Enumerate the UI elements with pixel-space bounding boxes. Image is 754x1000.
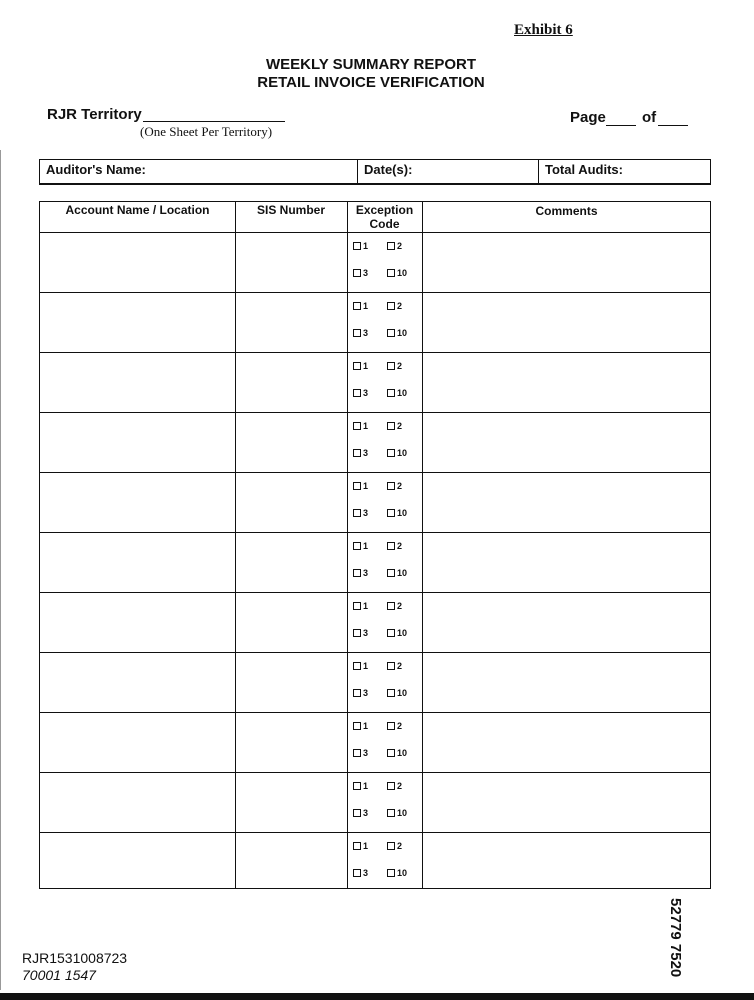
checkbox-square-icon	[387, 809, 395, 817]
exception-checkbox-row	[353, 508, 417, 518]
row-divider	[40, 772, 710, 773]
exception-code-1-checkbox[interactable]	[353, 601, 387, 611]
exception-checkbox-row	[353, 748, 417, 758]
audit-table	[39, 201, 711, 889]
exception-code-label: 10	[397, 508, 408, 518]
exception-code-label: 10	[397, 448, 408, 458]
report-title: WEEKLY SUMMARY REPORT	[265, 56, 477, 73]
side-reference-number: 52779 7520	[667, 898, 684, 978]
checkbox-square-icon	[353, 782, 361, 790]
exception-code-10-checkbox[interactable]	[387, 568, 417, 578]
scan-edge	[0, 150, 1, 990]
checkbox-square-icon	[353, 302, 361, 310]
exception-checkbox-row	[353, 781, 417, 791]
checkbox-square-icon	[387, 869, 395, 877]
exception-checkbox-row	[353, 481, 417, 491]
exception-code-label: 10	[397, 388, 408, 398]
exception-code-label: 3	[363, 508, 369, 518]
exception-code-label: 1	[363, 841, 369, 851]
exception-checkbox-row	[353, 688, 417, 698]
checkbox-square-icon	[387, 482, 395, 490]
exception-code-10-checkbox[interactable]	[387, 868, 417, 878]
exception-checkbox-row	[353, 841, 417, 851]
exception-checkbox-row	[353, 808, 417, 818]
exception-code-label: 3	[363, 688, 369, 698]
exception-code-label: 10	[397, 568, 408, 578]
exception-code-2-checkbox[interactable]	[387, 781, 417, 791]
exception-code-label: 2	[397, 601, 403, 611]
exception-code-label: 2	[397, 721, 403, 731]
exception-code-3-checkbox[interactable]	[353, 328, 387, 338]
exception-code-label: 2	[397, 241, 403, 251]
checkbox-square-icon	[353, 722, 361, 730]
checkbox-square-icon	[387, 389, 395, 397]
exception-code-2-checkbox[interactable]	[387, 481, 417, 491]
row-divider	[40, 292, 710, 293]
column-divider	[235, 202, 236, 888]
checkbox-square-icon	[387, 422, 395, 430]
row-divider	[40, 652, 710, 653]
exception-checkbox-row	[353, 268, 417, 278]
exception-code-label: 3	[363, 268, 369, 278]
footer-batch-id: 70001 1547	[22, 967, 96, 983]
exception-code-label: 2	[397, 841, 403, 851]
exception-checkbox-row	[353, 301, 417, 311]
exception-code-label: 3	[363, 808, 369, 818]
exception-code-label: 1	[363, 541, 369, 551]
dates-field[interactable]	[358, 160, 539, 183]
exception-checkbox-row	[353, 568, 417, 578]
exception-checkbox-row	[353, 721, 417, 731]
exception-code-1-checkbox[interactable]	[353, 481, 387, 491]
exception-code-label: 2	[397, 541, 403, 551]
footer-document-id: RJR1531008723	[22, 950, 128, 966]
exception-code-label: 2	[397, 361, 403, 371]
checkbox-square-icon	[387, 782, 395, 790]
exception-code-1-checkbox[interactable]	[353, 421, 387, 431]
checkbox-square-icon	[387, 329, 395, 337]
exception-code-1-checkbox[interactable]	[353, 721, 387, 731]
checkbox-square-icon	[387, 722, 395, 730]
checkbox-square-icon	[387, 842, 395, 850]
exception-code-3-checkbox[interactable]	[353, 748, 387, 758]
exception-checkbox-row	[353, 628, 417, 638]
exception-checkbox-row	[353, 661, 417, 671]
exception-code-10-checkbox[interactable]	[387, 448, 417, 458]
exception-code-1-checkbox[interactable]	[353, 241, 387, 251]
exception-code-label: 10	[397, 748, 408, 758]
exception-checkbox-row	[353, 601, 417, 611]
exception-code-2-checkbox[interactable]	[387, 421, 417, 431]
exception-code-label: 3	[363, 628, 369, 638]
exception-checkbox-row	[353, 241, 417, 251]
total-audits-field[interactable]	[539, 160, 711, 183]
exception-code-2-checkbox[interactable]	[387, 841, 417, 851]
exception-code-label: 10	[397, 628, 408, 638]
territory-field[interactable]	[143, 121, 285, 122]
exception-code-label: 2	[397, 781, 403, 791]
exception-code-3-checkbox[interactable]	[353, 268, 387, 278]
exception-code-2-checkbox[interactable]	[387, 301, 417, 311]
exception-code-10-checkbox[interactable]	[387, 748, 417, 758]
exception-code-label: 1	[363, 601, 369, 611]
exception-checkbox-row	[353, 448, 417, 458]
exception-code-3-checkbox[interactable]	[353, 448, 387, 458]
exception-header-line2: Code	[369, 217, 400, 231]
checkbox-square-icon	[387, 542, 395, 550]
page-total-field[interactable]	[658, 125, 688, 126]
checkbox-square-icon	[353, 482, 361, 490]
checkbox-square-icon	[387, 242, 395, 250]
checkbox-square-icon	[387, 689, 395, 697]
column-divider	[422, 202, 423, 888]
row-divider	[40, 232, 710, 233]
checkbox-square-icon	[387, 662, 395, 670]
row-divider	[40, 712, 710, 713]
checkbox-square-icon	[387, 569, 395, 577]
exception-code-label: 1	[363, 241, 369, 251]
exception-code-label: 3	[363, 748, 369, 758]
checkbox-square-icon	[353, 329, 361, 337]
of-label: of	[642, 109, 657, 126]
checkbox-square-icon	[353, 662, 361, 670]
checkbox-square-icon	[353, 269, 361, 277]
exception-code-label: 1	[363, 781, 369, 791]
page-label: Page	[570, 109, 606, 126]
checkbox-square-icon	[353, 842, 361, 850]
checkbox-square-icon	[353, 869, 361, 877]
row-divider	[40, 412, 710, 413]
territory-label: RJR Territory	[47, 106, 142, 123]
exhibit-label: Exhibit 6	[514, 22, 573, 38]
checkbox-square-icon	[353, 449, 361, 457]
exception-checkbox-row	[353, 421, 417, 431]
checkbox-square-icon	[353, 509, 361, 517]
exception-code-2-checkbox[interactable]	[387, 661, 417, 671]
account-column-header: Account Name / Location	[65, 203, 210, 217]
exception-code-label: 3	[363, 388, 369, 398]
row-divider	[40, 532, 710, 533]
report-subtitle: RETAIL INVOICE VERIFICATION	[257, 74, 485, 91]
exception-code-2-checkbox[interactable]	[387, 541, 417, 551]
page-number-field[interactable]	[606, 125, 636, 126]
row-divider	[40, 592, 710, 593]
territory-note: (One Sheet Per Territory)	[140, 124, 273, 139]
exception-header-line1: Exception	[355, 203, 414, 217]
scan-bottom-bar	[0, 993, 754, 1000]
checkbox-square-icon	[387, 509, 395, 517]
exception-code-label: 1	[363, 421, 369, 431]
checkbox-square-icon	[387, 449, 395, 457]
exception-code-3-checkbox[interactable]	[353, 388, 387, 398]
exception-code-10-checkbox[interactable]	[387, 388, 417, 398]
checkbox-square-icon	[353, 602, 361, 610]
checkbox-square-icon	[353, 389, 361, 397]
checkbox-square-icon	[387, 269, 395, 277]
exception-code-3-checkbox[interactable]	[353, 628, 387, 638]
exception-code-10-checkbox[interactable]	[387, 508, 417, 518]
exception-checkbox-row	[353, 361, 417, 371]
row-divider	[40, 352, 710, 353]
checkbox-square-icon	[353, 362, 361, 370]
row-divider	[40, 472, 710, 473]
exception-code-label: 3	[363, 868, 369, 878]
column-divider	[347, 202, 348, 888]
checkbox-square-icon	[353, 689, 361, 697]
sis-column-header: SIS Number	[256, 203, 325, 217]
exception-code-label: 1	[363, 301, 369, 311]
exception-code-label: 2	[397, 421, 403, 431]
exception-code-1-checkbox[interactable]	[353, 361, 387, 371]
exception-code-label: 10	[397, 688, 408, 698]
checkbox-square-icon	[353, 242, 361, 250]
exception-code-1-checkbox[interactable]	[353, 301, 387, 311]
exception-code-label: 1	[363, 721, 369, 731]
total-audits-label: Total Audits:	[545, 162, 623, 177]
exception-code-10-checkbox[interactable]	[387, 268, 417, 278]
checkbox-square-icon	[353, 629, 361, 637]
exception-code-label: 1	[363, 481, 369, 491]
exception-code-3-checkbox[interactable]	[353, 688, 387, 698]
exception-code-label: 10	[397, 868, 408, 878]
comments-column-header: Comments	[535, 204, 598, 218]
exception-code-10-checkbox[interactable]	[387, 328, 417, 338]
exception-code-1-checkbox[interactable]	[353, 541, 387, 551]
exception-code-label: 10	[397, 328, 408, 338]
checkbox-square-icon	[387, 629, 395, 637]
exception-column-header	[347, 203, 422, 231]
exception-code-label: 2	[397, 661, 403, 671]
exception-code-2-checkbox[interactable]	[387, 721, 417, 731]
exception-code-10-checkbox[interactable]	[387, 688, 417, 698]
exception-code-3-checkbox[interactable]	[353, 868, 387, 878]
exception-code-label: 3	[363, 568, 369, 578]
exception-code-1-checkbox[interactable]	[353, 781, 387, 791]
exception-code-1-checkbox[interactable]	[353, 841, 387, 851]
checkbox-square-icon	[353, 422, 361, 430]
row-divider	[40, 832, 710, 833]
exception-checkbox-row	[353, 328, 417, 338]
exception-code-label: 3	[363, 448, 369, 458]
exception-checkbox-row	[353, 388, 417, 398]
exception-code-10-checkbox[interactable]	[387, 628, 417, 638]
checkbox-square-icon	[387, 602, 395, 610]
exception-code-3-checkbox[interactable]	[353, 508, 387, 518]
auditor-name-label: Auditor's Name:	[46, 162, 146, 177]
dates-label: Date(s):	[364, 162, 413, 177]
checkbox-square-icon	[387, 749, 395, 757]
exception-code-label: 10	[397, 808, 408, 818]
exception-checkbox-row	[353, 868, 417, 878]
checkbox-square-icon	[387, 302, 395, 310]
exception-code-label: 1	[363, 361, 369, 371]
exception-code-label: 10	[397, 268, 408, 278]
exception-code-1-checkbox[interactable]	[353, 661, 387, 671]
checkbox-square-icon	[353, 542, 361, 550]
checkbox-square-icon	[353, 749, 361, 757]
checkbox-square-icon	[387, 362, 395, 370]
exception-code-label: 1	[363, 661, 369, 671]
exception-code-2-checkbox[interactable]	[387, 601, 417, 611]
exception-code-label: 2	[397, 481, 403, 491]
checkbox-square-icon	[353, 569, 361, 577]
auditor-info-box	[39, 159, 711, 185]
auditor-name-field[interactable]	[40, 160, 358, 183]
exception-code-10-checkbox[interactable]	[387, 808, 417, 818]
exception-code-label: 2	[397, 301, 403, 311]
exception-code-3-checkbox[interactable]	[353, 568, 387, 578]
exception-code-2-checkbox[interactable]	[387, 241, 417, 251]
exception-checkbox-row	[353, 541, 417, 551]
exception-code-label: 3	[363, 328, 369, 338]
exception-code-3-checkbox[interactable]	[353, 808, 387, 818]
checkbox-square-icon	[353, 809, 361, 817]
exception-code-2-checkbox[interactable]	[387, 361, 417, 371]
